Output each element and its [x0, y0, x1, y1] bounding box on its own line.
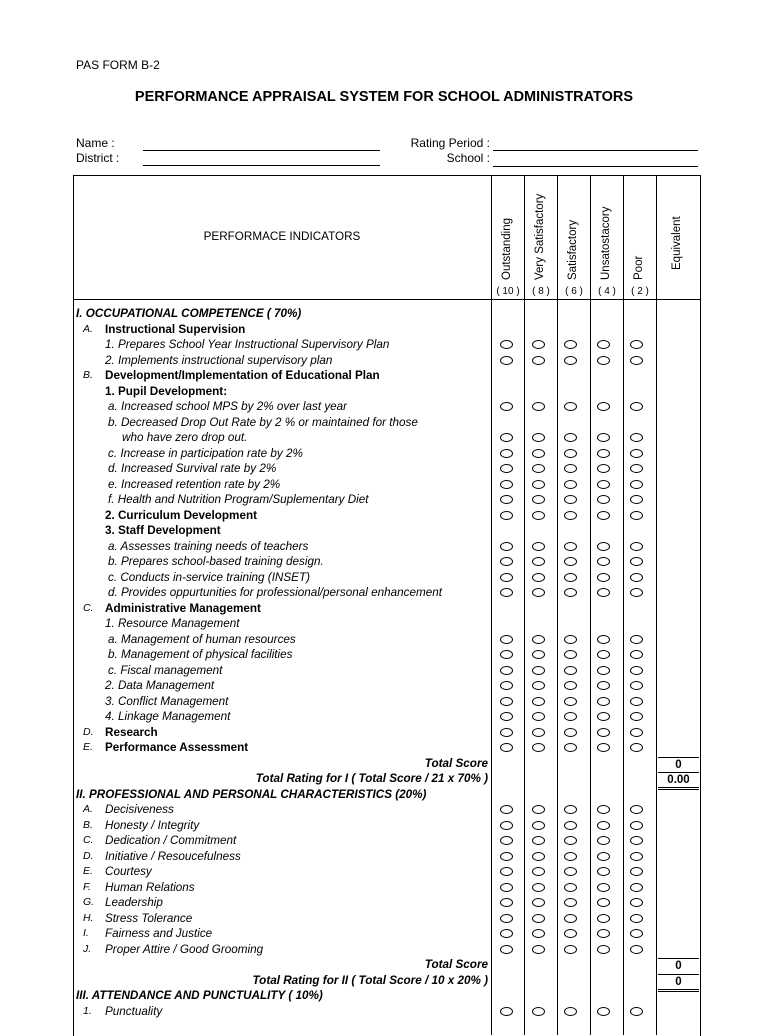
rating-radio[interactable] — [564, 1007, 577, 1016]
rating-radio[interactable] — [532, 898, 545, 907]
rating-radio[interactable] — [630, 728, 643, 737]
rating-radio[interactable] — [532, 743, 545, 752]
rating-radio[interactable] — [564, 356, 577, 365]
item-letter: E. — [83, 741, 93, 753]
rating-radio[interactable] — [630, 929, 643, 938]
rating-radio[interactable] — [630, 743, 643, 752]
rating-radio[interactable] — [597, 635, 610, 644]
rating-radio[interactable] — [597, 681, 610, 690]
rating-radio[interactable] — [500, 635, 513, 644]
rating-radio[interactable] — [597, 480, 610, 489]
table-row — [0, 849, 768, 865]
rating-radio[interactable] — [500, 805, 513, 814]
name-field[interactable] — [143, 150, 380, 151]
rating-radio[interactable] — [564, 666, 577, 675]
total-label: Total Score — [424, 756, 488, 770]
indicator-label: f. Health and Nutrition Program/Suplementary Diet — [108, 493, 369, 506]
points-satisfactory: ( 6 ) — [565, 286, 583, 297]
rating-radio[interactable] — [597, 542, 610, 551]
rating-radio[interactable] — [564, 728, 577, 737]
rating-radio[interactable] — [630, 464, 643, 473]
item-letter: A. — [83, 322, 93, 335]
rating-radio[interactable] — [500, 449, 513, 458]
table-row — [0, 632, 768, 648]
total-row — [0, 771, 768, 787]
indicator-label: 1. Resource Management — [105, 617, 240, 630]
table-row — [0, 601, 768, 617]
indicator-label: d. Provides oppurtunities for professional/personal enhancement — [108, 586, 442, 599]
rating-radio[interactable] — [564, 945, 577, 954]
table-row — [0, 988, 768, 1004]
item-letter: J. — [83, 942, 92, 955]
indicator-label: Research — [105, 725, 158, 739]
table-row — [0, 539, 768, 555]
rating-radio[interactable] — [630, 712, 643, 721]
district-label: District : — [76, 151, 120, 165]
rating-radio[interactable] — [597, 805, 610, 814]
rating-radio[interactable] — [564, 433, 577, 442]
indicator-label: b. Management of physical facilities — [108, 648, 293, 661]
item-letter: D. — [83, 725, 94, 738]
rating-radio[interactable] — [500, 340, 513, 349]
item-letter: G. — [83, 896, 95, 908]
rating-radio[interactable] — [500, 821, 513, 830]
item-letter: I. — [83, 927, 89, 939]
rating-radio[interactable] — [532, 557, 545, 566]
column-header-very-satisfactory: Very Satisfactory — [534, 193, 546, 280]
rating-radio[interactable] — [630, 697, 643, 706]
indicator-label: I. OCCUPATIONAL COMPETENCE ( 70%) — [76, 307, 302, 320]
table-row — [0, 399, 768, 415]
total-row — [0, 957, 768, 973]
rating-radio[interactable] — [597, 588, 610, 597]
rating-radio[interactable] — [564, 495, 577, 504]
rating-radio[interactable] — [532, 914, 545, 923]
rating-radio[interactable] — [630, 666, 643, 675]
rating-radio[interactable] — [532, 666, 545, 675]
indicator-label: III. ATTENDANCE AND PUNCTUALITY ( 10%) — [76, 989, 323, 1002]
rating-radio[interactable] — [597, 914, 610, 923]
rating-radio[interactable] — [500, 464, 513, 473]
item-letter: E. — [83, 865, 93, 877]
page-title: PERFORMANCE APPRAISAL SYSTEM FOR SCHOOL ADMINISTRATORS — [134, 89, 634, 105]
indicator-label: who have zero drop out. — [122, 431, 248, 444]
indicator-label: Initiative / Resoucefulness — [105, 849, 241, 863]
rating-radio[interactable] — [564, 712, 577, 721]
rating-radio[interactable] — [532, 821, 545, 830]
rating-period-label: Rating Period : — [410, 136, 490, 150]
indicator-label: 3. Staff Development — [105, 524, 221, 537]
rating-radio[interactable] — [630, 805, 643, 814]
indicator-label: a. Increased school MPS by 2% over last year — [108, 400, 348, 413]
rating-radio[interactable] — [500, 666, 513, 675]
rating-radio[interactable] — [500, 914, 513, 923]
item-letter: A. — [83, 803, 93, 815]
indicator-label: c. Conducts in-service training (INSET) — [108, 570, 310, 584]
indicator-label: 2. Implements instructional supervisory plan — [105, 353, 333, 367]
table-row — [0, 833, 768, 849]
rating-radio[interactable] — [500, 867, 513, 876]
item-letter: B. — [83, 818, 93, 831]
rating-radio[interactable] — [564, 697, 577, 706]
rating-radio[interactable] — [564, 852, 577, 861]
rating-radio[interactable] — [597, 898, 610, 907]
rating-radio[interactable] — [564, 573, 577, 582]
indicator-label: e. Increased retention rate by 2% — [108, 477, 281, 491]
table-row — [0, 616, 768, 632]
rating-radio[interactable] — [564, 929, 577, 938]
table-row — [0, 384, 768, 400]
rating-radio[interactable] — [630, 356, 643, 365]
rating-radio[interactable] — [564, 805, 577, 814]
indicator-label: a. Management of human resources — [108, 632, 296, 646]
indicator-label: Dedication / Commitment — [105, 834, 237, 847]
rating-radio[interactable] — [597, 883, 610, 892]
rating-radio[interactable] — [564, 836, 577, 845]
rating-radio[interactable] — [500, 681, 513, 690]
equivalent-value: 0 — [658, 974, 699, 992]
indicator-label: Decisiveness — [105, 803, 174, 816]
equivalent-value: 0 — [658, 757, 699, 772]
equivalent-value: 0.00 — [658, 772, 699, 790]
points-outstanding: ( 10 ) — [496, 286, 520, 297]
rating-radio[interactable] — [597, 867, 610, 876]
column-header-poor: Poor — [633, 255, 645, 280]
rating-radio[interactable] — [500, 852, 513, 861]
points-poor: ( 2 ) — [631, 286, 649, 297]
rating-radio[interactable] — [500, 433, 513, 442]
rating-radio[interactable] — [630, 340, 643, 349]
rating-radio[interactable] — [564, 681, 577, 690]
rating-radio[interactable] — [630, 557, 643, 566]
rating-radio[interactable] — [532, 635, 545, 644]
table-row — [0, 337, 768, 353]
table-row — [0, 368, 768, 384]
total-row — [0, 973, 768, 989]
rating-radio[interactable] — [532, 945, 545, 954]
district-field[interactable] — [143, 165, 380, 166]
rating-radio[interactable] — [532, 650, 545, 659]
rating-radio[interactable] — [630, 836, 643, 845]
item-letter: D. — [83, 849, 94, 862]
rating-radio[interactable] — [597, 356, 610, 365]
indicator-label: 1. Pupil Development: — [105, 384, 228, 398]
rating-radio[interactable] — [500, 480, 513, 489]
rating-radio[interactable] — [500, 650, 513, 659]
rating-radio[interactable] — [532, 836, 545, 845]
rating-radio[interactable] — [597, 929, 610, 938]
rating-radio[interactable] — [564, 464, 577, 473]
indicator-label: 4. Linkage Management — [105, 710, 231, 723]
indicator-label: Development/Implementation of Educational Plan — [105, 369, 380, 382]
rating-radio[interactable] — [532, 464, 545, 473]
rating-radio[interactable] — [630, 945, 643, 954]
rating-radio[interactable] — [532, 728, 545, 737]
table-row — [0, 1004, 768, 1020]
school-field[interactable] — [493, 166, 698, 167]
name-label: Name : — [76, 136, 115, 150]
table-row — [0, 306, 768, 322]
rating-radio[interactable] — [597, 557, 610, 566]
rating-radio[interactable] — [630, 681, 643, 690]
indicator-label: 2. Curriculum Development — [105, 508, 257, 522]
rating-radio[interactable] — [630, 898, 643, 907]
table-row — [0, 802, 768, 818]
rating-radio[interactable] — [630, 573, 643, 582]
table-row — [0, 895, 768, 911]
rating-radio[interactable] — [564, 449, 577, 458]
rating-radio[interactable] — [597, 511, 610, 520]
rating-radio[interactable] — [564, 635, 577, 644]
column-header-outstanding: Outstanding — [501, 217, 513, 280]
rating-radio[interactable] — [597, 449, 610, 458]
rating-radio[interactable] — [564, 743, 577, 752]
indicators-header: PERFORMACE INDICATORS — [203, 230, 361, 243]
item-letter: 1. — [83, 1004, 92, 1017]
indicator-label: Honesty / Integrity — [105, 818, 200, 832]
indicator-label: b. Decreased Drop Out Rate by 2 % or maintained for those — [108, 415, 418, 429]
rating-radio[interactable] — [500, 697, 513, 706]
rating-radio[interactable] — [564, 511, 577, 520]
rating-radio[interactable] — [564, 588, 577, 597]
indicator-label: Fairness and Justice — [105, 927, 213, 940]
column-header-satisfactory: Satisfactory — [567, 219, 579, 280]
rating-radio[interactable] — [564, 402, 577, 411]
rating-radio[interactable] — [532, 480, 545, 489]
points-unsatisfactory: ( 4 ) — [598, 286, 616, 297]
rating-radio[interactable] — [630, 914, 643, 923]
table-row — [0, 663, 768, 679]
total-label: Total Score — [424, 958, 488, 971]
table-row — [0, 492, 768, 508]
rating-radio[interactable] — [532, 402, 545, 411]
rating-radio[interactable] — [532, 449, 545, 458]
rating-radio[interactable] — [532, 573, 545, 582]
total-label: Total Rating for II ( Total Score / 10 x 20% ) — [252, 973, 488, 987]
rating-radio[interactable] — [597, 1007, 610, 1016]
rating-radio[interactable] — [630, 635, 643, 644]
table-row — [0, 415, 768, 431]
table-row — [0, 926, 768, 942]
rating-radio[interactable] — [500, 898, 513, 907]
rating-radio[interactable] — [630, 883, 643, 892]
rating-radio[interactable] — [564, 542, 577, 551]
rating-radio[interactable] — [630, 1007, 643, 1016]
rating-radio[interactable] — [597, 728, 610, 737]
rating-radio[interactable] — [500, 836, 513, 845]
table-row — [0, 647, 768, 663]
indicator-label: a. Assesses training needs of teachers — [108, 539, 309, 553]
rating-radio[interactable] — [500, 929, 513, 938]
table-row — [0, 740, 768, 756]
table-row — [0, 554, 768, 570]
rating-radio[interactable] — [532, 356, 545, 365]
indicator-label: d. Increased Survival rate by 2% — [108, 462, 277, 475]
table-row — [0, 477, 768, 493]
total-row — [0, 756, 768, 772]
table-row — [0, 461, 768, 477]
table-row — [0, 725, 768, 741]
rating-radio[interactable] — [564, 480, 577, 489]
rating-radio[interactable] — [630, 852, 643, 861]
rating-radio[interactable] — [532, 588, 545, 597]
indicator-label: Courtesy — [105, 865, 152, 878]
table-row — [0, 585, 768, 601]
rating-radio[interactable] — [597, 433, 610, 442]
rating-period-field[interactable] — [493, 150, 698, 151]
rating-radio[interactable] — [500, 883, 513, 892]
form-code: PAS FORM B-2 — [76, 58, 160, 72]
table-row — [0, 570, 768, 586]
indicator-label: Administrative Management — [105, 601, 261, 615]
rating-radio[interactable] — [532, 495, 545, 504]
indicator-label: II. PROFESSIONAL AND PERSONAL CHARACTERISTICS (20%) — [76, 787, 427, 801]
item-letter: C. — [83, 834, 94, 846]
indicator-label: b. Prepares school-based training design. — [108, 555, 324, 568]
table-row — [0, 322, 768, 338]
rating-radio[interactable] — [500, 356, 513, 365]
item-letter: F. — [83, 880, 91, 893]
rating-radio[interactable] — [500, 728, 513, 737]
rating-radio[interactable] — [532, 929, 545, 938]
rating-radio[interactable] — [532, 1007, 545, 1016]
table-row — [0, 523, 768, 539]
rating-radio[interactable] — [597, 650, 610, 659]
item-letter: C. — [83, 601, 94, 614]
table-row — [0, 694, 768, 710]
rating-radio[interactable] — [500, 588, 513, 597]
rating-radio[interactable] — [532, 883, 545, 892]
rating-radio[interactable] — [597, 697, 610, 706]
rating-radio[interactable] — [597, 945, 610, 954]
rating-radio[interactable] — [500, 557, 513, 566]
rating-radio[interactable] — [597, 495, 610, 504]
rating-radio[interactable] — [532, 340, 545, 349]
school-label: School : — [446, 151, 490, 165]
indicator-label: Instructional Supervision — [105, 322, 246, 336]
equivalent-value: 0 — [658, 958, 699, 973]
rating-radio[interactable] — [564, 883, 577, 892]
rating-radio[interactable] — [630, 495, 643, 504]
rating-radio[interactable] — [564, 914, 577, 923]
total-label: Total Rating for I ( Total Score / 21 x 70% ) — [255, 772, 488, 785]
rating-radio[interactable] — [597, 340, 610, 349]
indicator-label: 3. Conflict Management — [105, 694, 229, 708]
column-header-unsatisfactory: Unsatostacory — [600, 206, 612, 280]
indicator-label: Punctuality — [105, 1004, 163, 1018]
table-row — [0, 709, 768, 725]
table-row — [0, 880, 768, 896]
rating-radio[interactable] — [532, 433, 545, 442]
indicator-label: Stress Tolerance — [105, 911, 193, 925]
rating-radio[interactable] — [630, 480, 643, 489]
rating-radio[interactable] — [630, 402, 643, 411]
rating-radio[interactable] — [500, 712, 513, 721]
rating-radio[interactable] — [500, 495, 513, 504]
points-very-satisfactory: ( 8 ) — [532, 286, 550, 297]
rating-radio[interactable] — [597, 464, 610, 473]
rating-radio[interactable] — [532, 511, 545, 520]
rating-radio[interactable] — [500, 945, 513, 954]
rating-radio[interactable] — [597, 402, 610, 411]
item-letter: H. — [83, 911, 94, 924]
rating-radio[interactable] — [630, 650, 643, 659]
table-row — [0, 353, 768, 369]
indicator-label: c. Increase in participation rate by 2% — [108, 446, 303, 460]
table-row — [0, 911, 768, 927]
rating-radio[interactable] — [532, 852, 545, 861]
rating-radio[interactable] — [532, 542, 545, 551]
rating-radio[interactable] — [597, 573, 610, 582]
indicator-label: Proper Attire / Good Grooming — [105, 942, 264, 956]
rating-radio[interactable] — [630, 542, 643, 551]
item-letter: B. — [83, 369, 93, 381]
rating-radio[interactable] — [597, 712, 610, 721]
rating-radio[interactable] — [630, 588, 643, 597]
indicator-label: Leadership — [105, 896, 163, 909]
rating-radio[interactable] — [630, 821, 643, 830]
rating-radio[interactable] — [564, 898, 577, 907]
table-row — [0, 508, 768, 524]
indicator-label: 2. Data Management — [105, 679, 215, 692]
rating-radio[interactable] — [564, 821, 577, 830]
table-row — [0, 678, 768, 694]
indicator-label: 1. Prepares School Year Instructional Supervisory Plan — [105, 338, 390, 351]
rating-radio[interactable] — [532, 681, 545, 690]
indicator-label: c. Fiscal management — [108, 663, 223, 677]
rating-radio[interactable] — [500, 1007, 513, 1016]
rating-radio[interactable] — [500, 511, 513, 520]
rating-radio[interactable] — [500, 573, 513, 582]
rating-radio[interactable] — [597, 743, 610, 752]
rating-radio[interactable] — [532, 805, 545, 814]
rating-radio[interactable] — [630, 511, 643, 520]
indicator-label: Human Relations — [105, 880, 195, 894]
rating-radio[interactable] — [597, 666, 610, 675]
rating-radio[interactable] — [564, 340, 577, 349]
rating-radio[interactable] — [500, 743, 513, 752]
indicator-label: Performance Assessment — [105, 741, 249, 754]
table-row — [0, 787, 768, 803]
rating-radio[interactable] — [564, 650, 577, 659]
header-divider — [73, 299, 700, 300]
rating-radio[interactable] — [597, 821, 610, 830]
rating-radio[interactable] — [564, 867, 577, 876]
table-row — [0, 446, 768, 462]
rating-radio[interactable] — [500, 402, 513, 411]
rating-radio[interactable] — [564, 557, 577, 566]
rating-radio[interactable] — [532, 867, 545, 876]
table-row — [0, 818, 768, 834]
rating-radio[interactable] — [500, 542, 513, 551]
rating-radio[interactable] — [630, 433, 643, 442]
column-header-equivalent: Equivalent — [671, 216, 683, 270]
table-row — [0, 864, 768, 880]
rating-radio[interactable] — [597, 836, 610, 845]
rating-radio[interactable] — [630, 449, 643, 458]
table-row — [0, 430, 768, 446]
rating-radio[interactable] — [532, 712, 545, 721]
rating-radio[interactable] — [532, 697, 545, 706]
rating-radio[interactable] — [630, 867, 643, 876]
table-row — [0, 942, 768, 958]
rating-radio[interactable] — [597, 852, 610, 861]
